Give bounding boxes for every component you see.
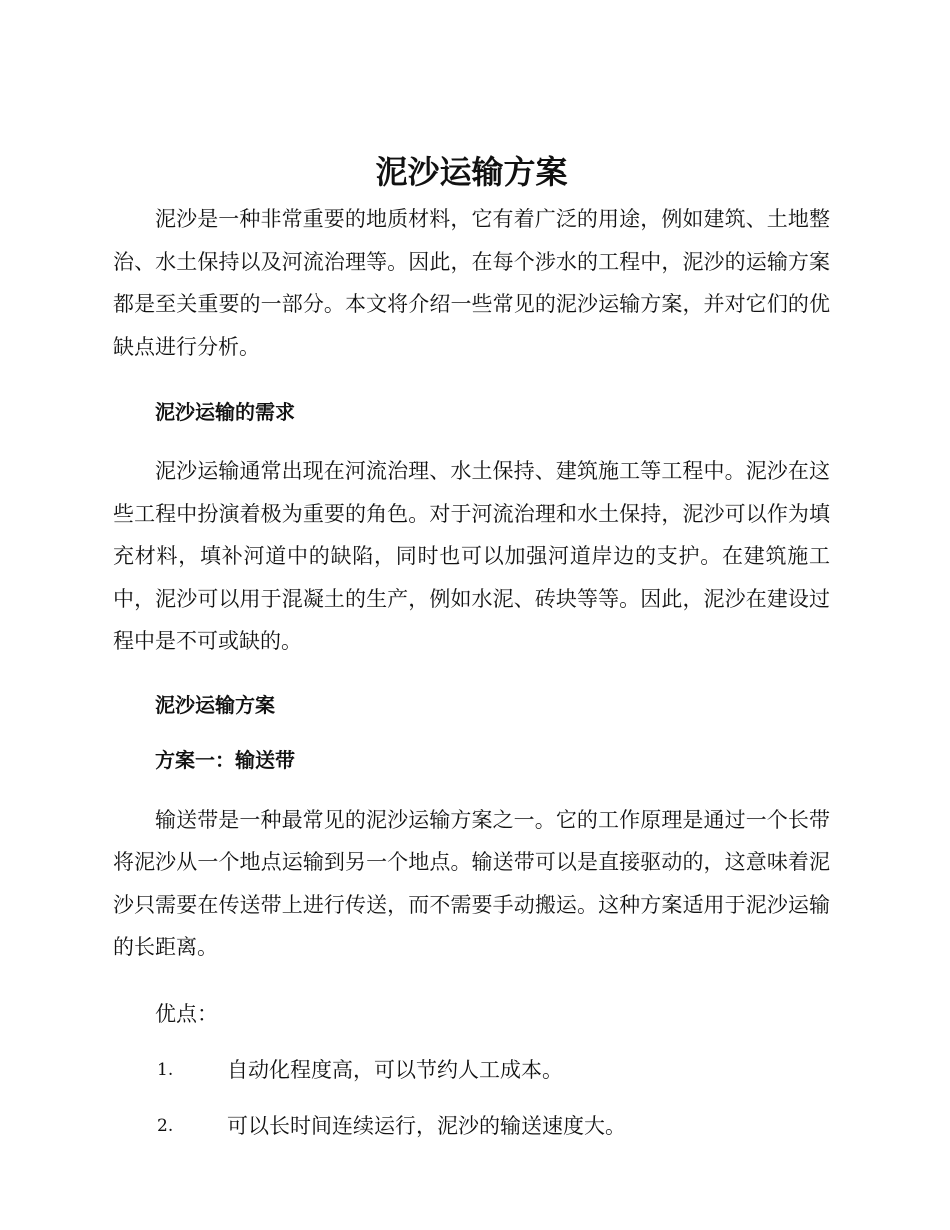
requirements-paragraph: 泥沙运输通常出现在河流治理、水土保持、建筑施工等工程中。泥沙在这些工程中扮演着极为重要的角色。对于河流治理和水土保持，泥沙可以作为填充材料，填补河道中的缺陷，同时也可以加强河道岸边的支护。在建筑施工中，泥沙可以用于混凝土的生产，例如水泥、砖块等等。因此，泥沙在建设过程中是不可或缺的。: [113, 459, 830, 653]
intro-paragraph: 泥沙是一种非常重要的地质材料，它有着广泛的用途，例如建筑、土地整治、水土保持以及河流治理等。因此，在每个涉水的工程中，泥沙的运输方案都是至关重要的一部分。本文将介绍一些常见的泥沙运输方案，并对它们的优缺点进行分析。: [113, 207, 830, 359]
plan-one-heading: 方案一：输送带: [155, 747, 295, 772]
list-item: [113, 1055, 830, 1085]
list-item: [113, 1111, 830, 1141]
section-heading-requirements: 泥沙运输的需求: [155, 400, 295, 424]
list-item-number: 2.: [157, 1115, 174, 1136]
pros-label: 优点：: [155, 1001, 218, 1026]
conveyor-paragraph: 输送带是一种最常见的泥沙运输方案之一。它的工作原理是通过一个长带将泥沙从一个地点运输到另一个地点。输送带可以是直接驱动的，这意味着泥沙只需要在传送带上进行传送，而不需要手动搬运。这种方案适用于泥沙运输的长距离。: [113, 807, 830, 959]
pros-list: [113, 1055, 830, 1141]
list-item-text: 自动化程度高，可以节约人工成本。: [227, 1057, 563, 1082]
document-title: 泥沙运输方案: [375, 153, 568, 191]
section-heading-plans: 泥沙运输方案: [155, 692, 275, 717]
list-item-text: 可以长时间连续运行，泥沙的输送速度大。: [227, 1113, 626, 1138]
list-item-number: 1.: [157, 1059, 174, 1080]
